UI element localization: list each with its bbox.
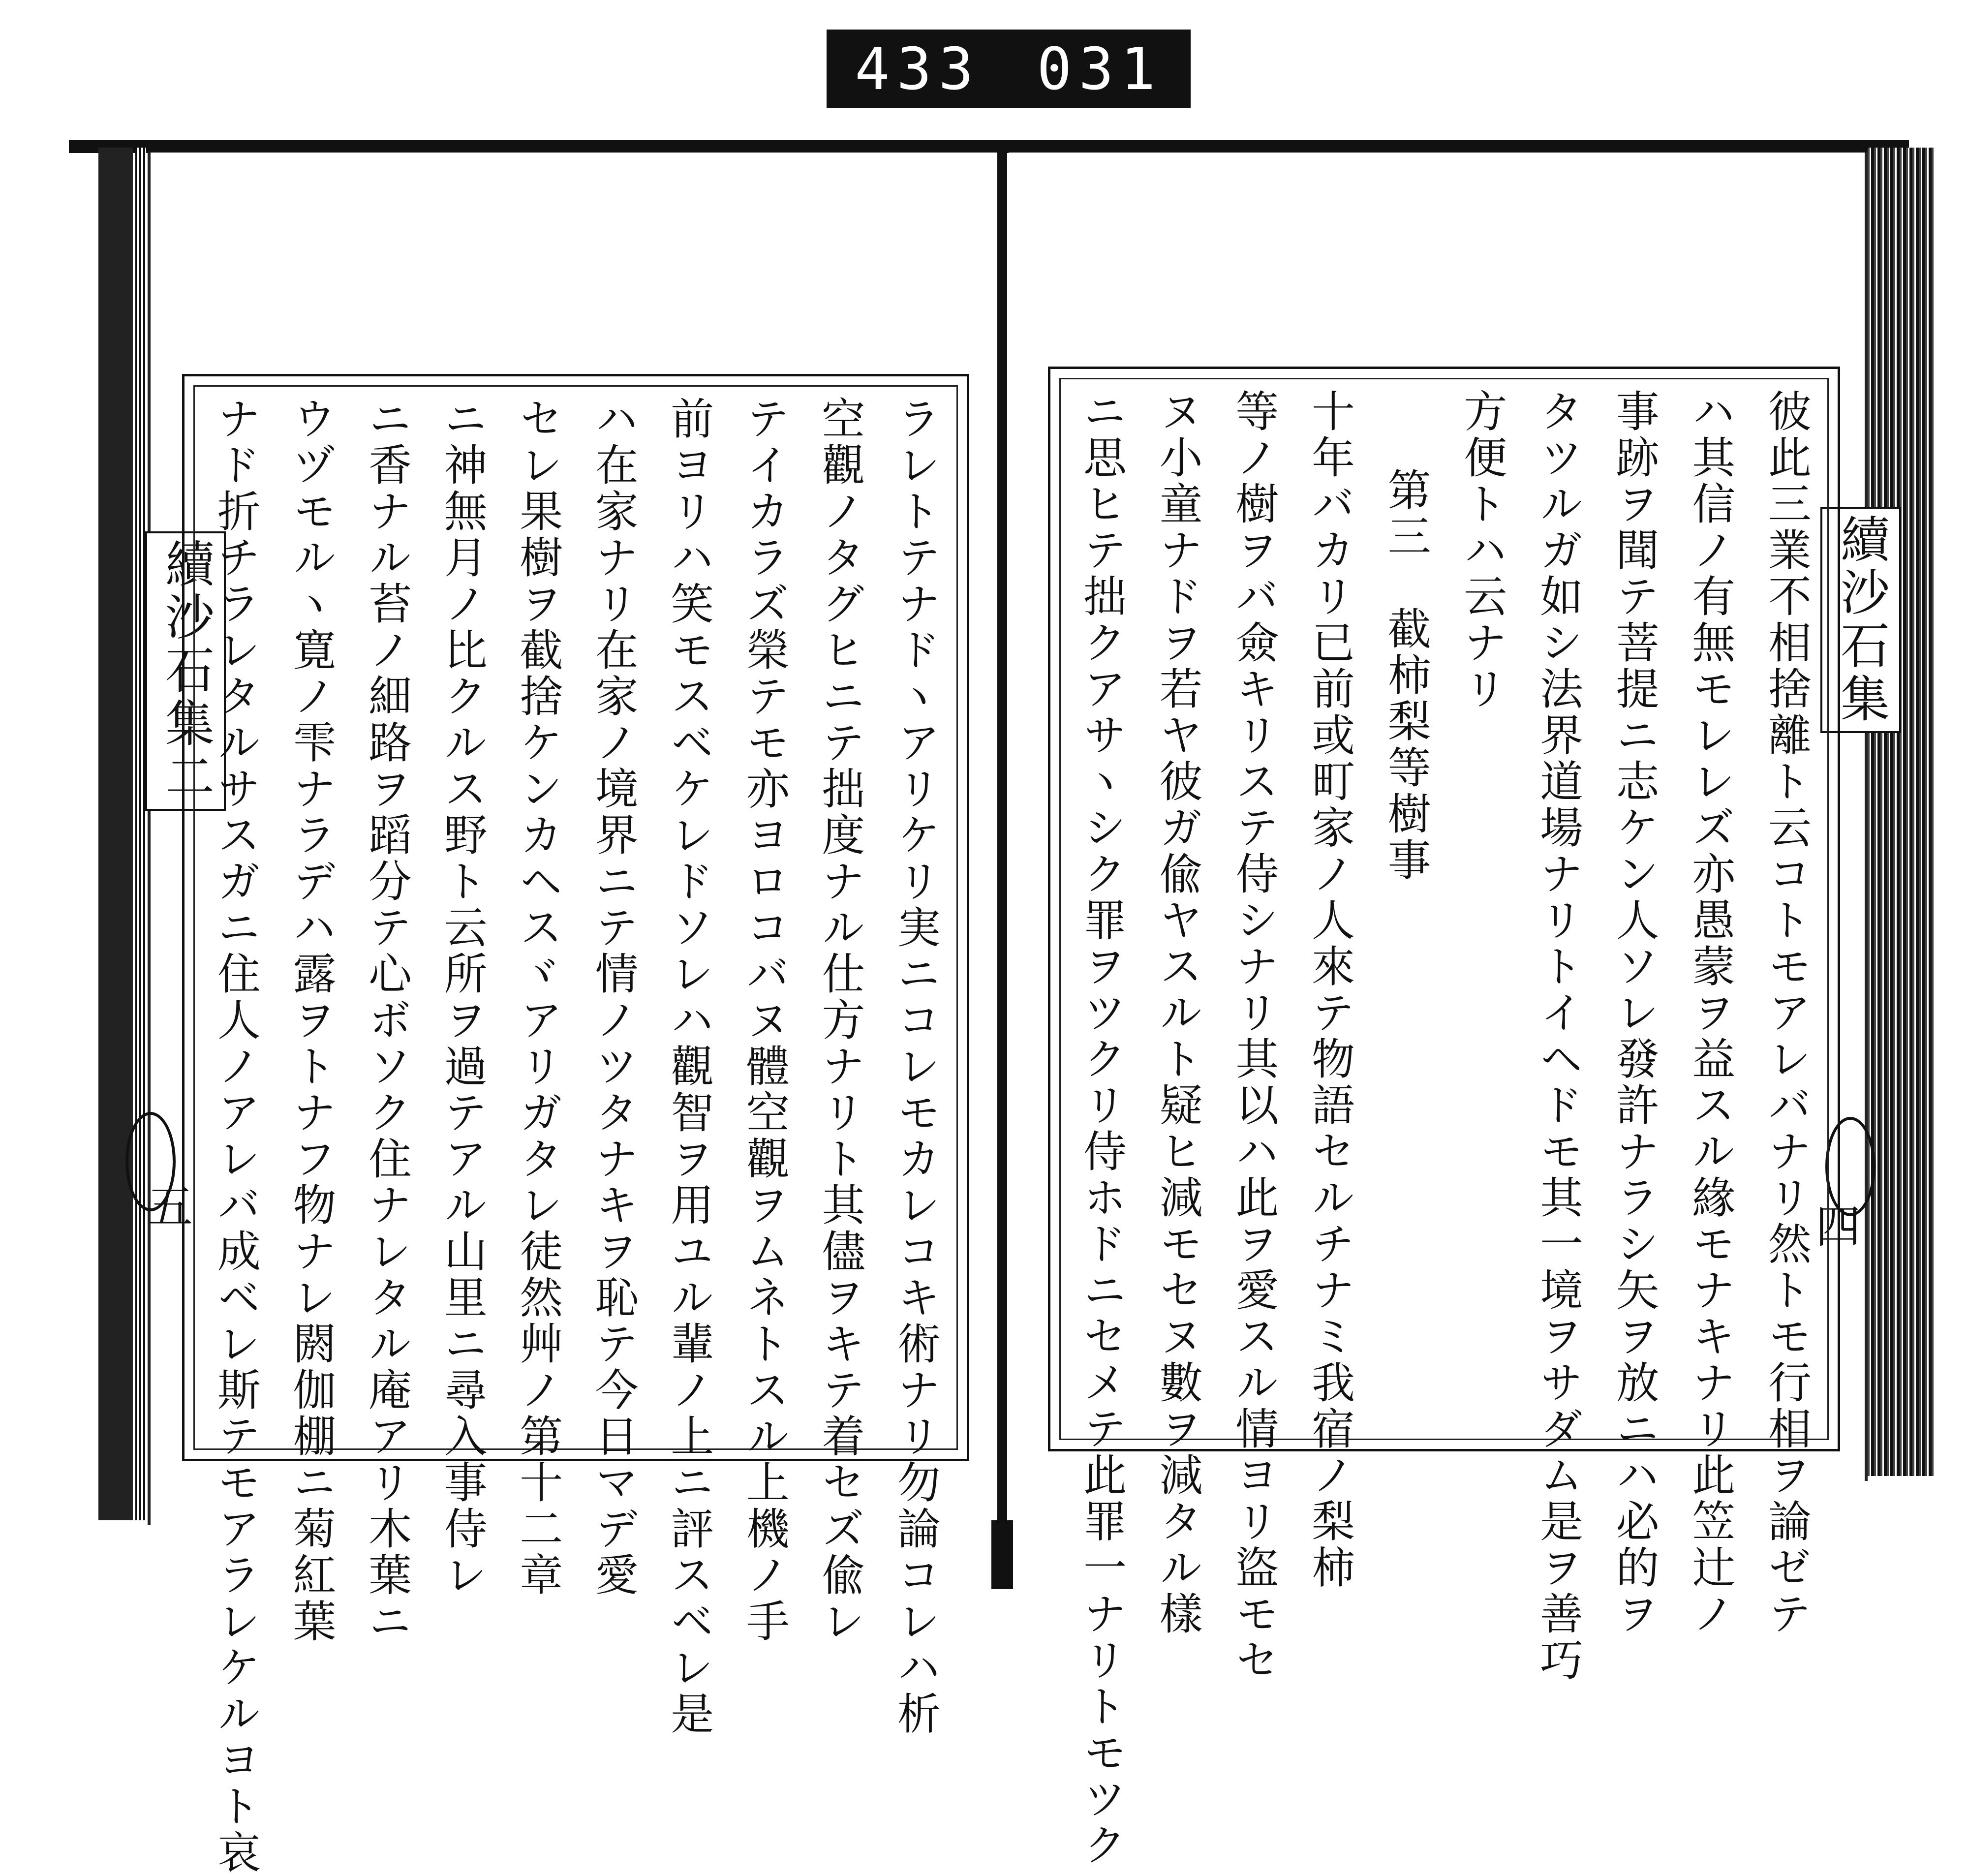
book-left-page-edges [135, 148, 146, 1520]
right-text-frame [1048, 367, 1840, 1869]
text-column: ナド折チラレタルサスガニ住人ノアレバ成ベレ斯テモアラレケルヨト哀 [211, 396, 261, 1876]
right-text-columns [1076, 389, 1812, 1869]
text-column: ニ思ヒテ拙クアサヽシク罪ヲツクリ侍ホドニセメテ此罪一ナリトモツク [1076, 389, 1127, 1869]
book-spine-base [991, 1520, 1013, 1589]
book-cover-top-edge [69, 140, 1909, 153]
book-left-edge [98, 148, 133, 1520]
text-column: ラレトテナドヽアリケリ実ニコレモカレコキ術ナリ勿論コレハ析 [890, 396, 941, 1737]
book-right-page-edges [1865, 148, 1934, 1476]
text-column: タツルガ如シ法界道場ナリトイヘドモ其一境ヲサダム是ヲ善巧 [1533, 389, 1584, 1684]
section-heading: 第三 截柿梨等樹事 [1381, 467, 1432, 884]
frame-number-page: 031 [1037, 35, 1163, 103]
text-column: 空觀ノタグヒニテ拙度ナル仕方ナリト其儘ヲキテ着セズ偸レ [815, 396, 866, 1645]
text-column: 事跡ヲ聞テ菩提ニ志ケン人ソレ發許ナラシ矢ヲ放ニハ必的ヲ [1609, 389, 1660, 1637]
right-page-title-strip: 續沙石集 [1820, 507, 1901, 733]
text-column: ハ在家ナリ在家ノ境界ニテ情ノツタナキヲ恥テ今日マデ愛 [588, 396, 639, 1599]
text-column: ニ香ナル苔ノ細路ヲ蹈分テ心ボソク住ナレタル庵アリ木葉ニ [362, 396, 413, 1645]
text-column: テイカラズ榮テモ亦ヨロコバヌ體空觀ヲムネトスル上機ノ手 [739, 396, 790, 1645]
text-column: ウヅモルヽ寛ノ雫ナラデハ露ヲトナフ物ナレ閼伽棚ニ菊紅葉 [286, 396, 337, 1645]
right-page-folio: 四 [1815, 1200, 1861, 1253]
left-page-folio: 五 [148, 1181, 193, 1233]
text-column: ハ其信ノ有無モレレズ亦愚蒙ヲ益スル緣モナキナリ此笠辻ノ [1685, 389, 1736, 1637]
text-column: 十年バカリ已前或町家ノ人來テ物語セルチナミ我宿ノ梨柿 [1304, 389, 1355, 1591]
text-column: 等ノ樹ヲバ僉キリステ侍シナリ其以ハ此ヲ愛スル情ヨリ盜モセ [1229, 389, 1280, 1684]
text-column: セレ果樹ヲ截捨ケンカヘスヾアリガタレ徒然艸ノ第十二章 [513, 396, 564, 1599]
text-column: 前ヨリハ笑モスベケレドソレハ觀智ヲ用ユル輩ノ上ニ評スベレ是 [664, 396, 715, 1737]
left-page-title-strip: 續沙石集二 [145, 531, 226, 811]
frame-number-reel: 433 [855, 35, 981, 103]
left-text-frame [182, 374, 969, 1876]
book-spine [997, 148, 1007, 1535]
text-column: 方便トハ云ナリ [1457, 389, 1508, 712]
text-column: 彼此三業不相捨離ト云コトモアレバナリ然トモ行相ヲ論ゼテ [1761, 389, 1812, 1637]
left-text-columns [211, 396, 941, 1876]
microfilm-frame-number [827, 30, 1191, 108]
text-column: ニ神無月ノ比クルス野ト云所ヲ過テアル山里ニ尋入事侍レ [437, 396, 488, 1599]
text-column: ヌ小童ナドヲ若ヤ彼ガ偸ヤスルト疑ヒ減モセヌ數ヲ減タル樣 [1152, 389, 1203, 1637]
